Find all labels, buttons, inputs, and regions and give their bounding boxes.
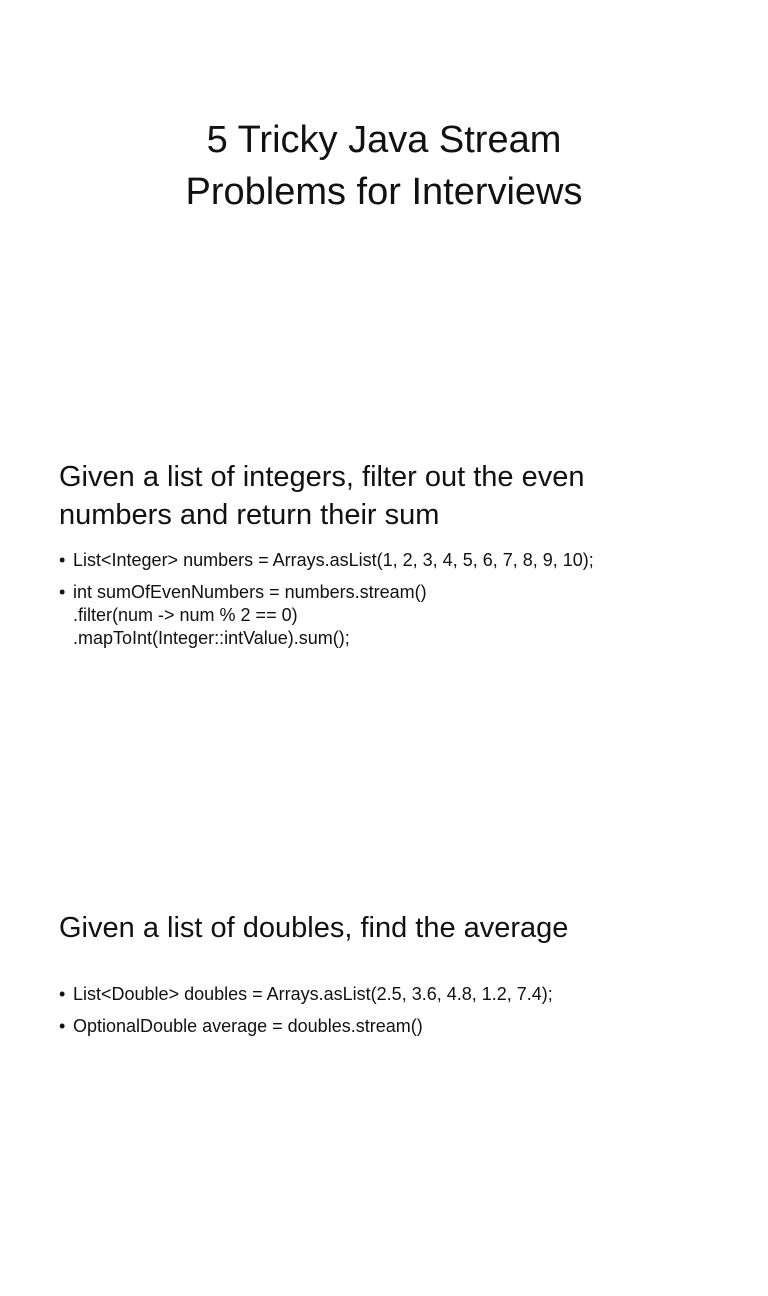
problem-heading-2 <box>59 909 719 947</box>
list-item <box>59 983 739 1006</box>
bullet-icon: • <box>59 984 66 1004</box>
code-line: OptionalDouble average = doubles.stream() <box>73 1016 423 1036</box>
code-line: .filter(num -> num % 2 == 0) <box>73 605 298 625</box>
problem-1-bullet-list <box>59 549 739 659</box>
problem-heading-1 <box>59 458 719 534</box>
bullet-icon: • <box>59 1016 66 1036</box>
list-item <box>59 581 739 650</box>
problem-heading-2-line-1: Given a list of doubles, find the average <box>59 912 569 944</box>
bullet-icon: • <box>59 582 66 602</box>
bullet-icon: • <box>59 550 66 570</box>
title-slide <box>0 0 768 432</box>
list-item <box>59 549 739 572</box>
code-line: int sumOfEvenNumbers = numbers.stream() <box>73 582 427 602</box>
slide-title-line-2: Problems for Interviews <box>185 171 583 213</box>
problem-2-bullet-list <box>59 983 739 1047</box>
problem-slide-2 <box>0 864 768 1296</box>
problem-heading-1-line-1: Given a list of integers, filter out the even <box>59 461 585 493</box>
code-line: List<Integer> numbers = Arrays.asList(1, 2, 3, 4, 5, 6, 7, 8, 9, 10); <box>73 550 594 570</box>
problem-heading-1-line-2: numbers and return their sum <box>59 499 440 531</box>
slide-title-line-1: 5 Tricky Java Stream <box>206 119 562 161</box>
slide-title <box>0 114 768 218</box>
code-line: .mapToInt(Integer::intValue).sum(); <box>73 628 350 648</box>
code-line: List<Double> doubles = Arrays.asList(2.5, 3.6, 4.8, 1.2, 7.4); <box>73 984 553 1004</box>
problem-slide-1 <box>0 432 768 864</box>
list-item <box>59 1015 739 1038</box>
